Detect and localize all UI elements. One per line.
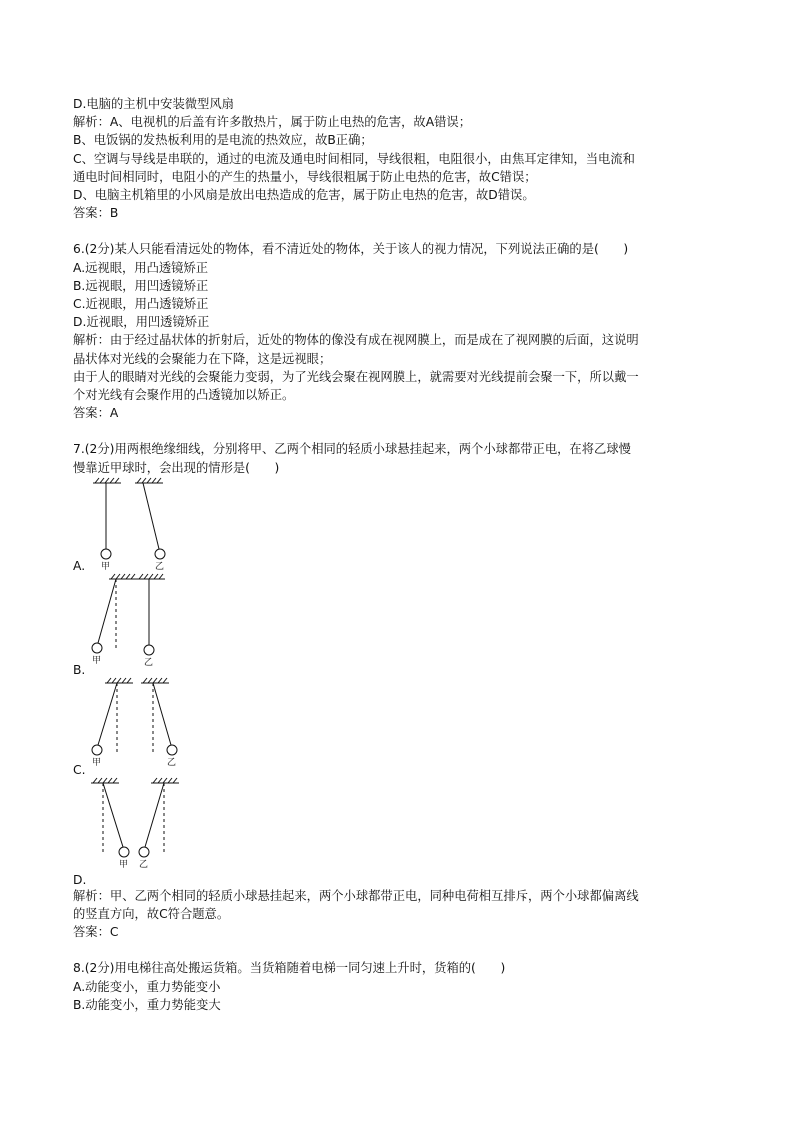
exam-page	[73, 95, 733, 1014]
ball-label-yi: 乙	[139, 859, 149, 870]
pendulum-diagram-d	[87, 777, 207, 877]
ball-label-jia: 甲	[101, 561, 111, 571]
ball-label-yi: 乙	[155, 561, 165, 571]
q7-analysis-line: 解析：甲、乙两个相同的轻质小球悬挂起来，两个小球都带正电，同种电荷相互排斥，两个小球都偏离线	[73, 888, 639, 903]
q7-figure-c	[73, 677, 733, 777]
q5-analysis-line: 通电时间相同时，电阻小的产生的热量小，导线很粗属于防止电热的危害，故C错误；	[73, 169, 537, 184]
q5-answer: 答案：B	[73, 206, 119, 221]
q6-option-b: B.远视眼，用凹透镜矫正	[73, 278, 209, 293]
q6-answer: 答案：A	[73, 406, 119, 421]
spacer	[73, 422, 733, 440]
q8-option-b: B.动能变小，重力势能变大	[73, 997, 221, 1012]
q7-stem-line: 慢靠近甲球时，会出现的情形是( )	[73, 460, 280, 475]
q6-option-c: C.近视眼，用凸透镜矫正	[73, 297, 209, 312]
pendulum-diagram-a	[87, 477, 207, 571]
q6-analysis-line: 晶状体对光线的会聚能力在下降，这是远视眼；	[73, 351, 332, 366]
q5-analysis-line: B、电饭锅的发热板利用的是电流的热效应，故B正确；	[73, 133, 373, 148]
q7-option-b-label: B.	[73, 662, 86, 677]
q7-option-c-label: C.	[73, 762, 86, 777]
ball-label-yi: 乙	[167, 757, 177, 768]
q8-option-a: A.动能变小，重力势能变小	[73, 979, 221, 994]
spacer	[73, 222, 733, 240]
q5-analysis-line: D、电脑主机箱里的小风扇是放出电热造成的危害，属于防止电热的危害，故D错误。	[73, 188, 535, 203]
q7-stem-line: 7.(2分)用两根绝缘细线，分别将甲、乙两个相同的轻质小球悬挂起来，两个小球都带正电，在将乙球慢	[73, 442, 631, 457]
q6-option-a: A.远视眼，用凸透镜矫正	[73, 260, 209, 275]
q6-analysis-line: 解析：由于经过晶状体的折射后，近处的物体的像没有成在视网膜上，而是成在了视网膜的后面，这说明	[73, 333, 639, 348]
q7-option-a-label: A.	[73, 558, 86, 573]
q7-figure-d	[73, 777, 733, 887]
q7-option-d-label: D.	[73, 872, 87, 887]
q7-analysis-line: 的竖直方向，故C符合题意。	[73, 907, 230, 922]
ball-label-jia: 甲	[119, 859, 129, 870]
pendulum-diagram-b	[87, 573, 207, 669]
q5-analysis-line: 解析：A、电视机的后盖有许多散热片，属于防止电热的危害，故A错误；	[73, 115, 472, 130]
q6-analysis-line: 个对光线有会聚作用的凸透镜加以矫正。	[73, 388, 295, 403]
q5-option-d: D.电脑的主机中安装微型风扇	[73, 97, 234, 111]
spacer	[73, 941, 733, 959]
ball-label-jia: 甲	[92, 757, 102, 768]
q8-stem: 8.(2分)用电梯往高处搬运货箱。当货箱随着电梯一同匀速上升时，货箱的( )	[73, 961, 506, 976]
q7-answer: 答案：C	[73, 925, 119, 940]
ball-label-jia: 甲	[92, 655, 102, 666]
q6-analysis-line: 由于人的眼睛对光线的会聚能力变弱，为了光线会聚在视网膜上，就需要对光线提前会聚一下，所以戴一	[73, 369, 639, 384]
q6-stem: 6.(2分)某人只能看清远处的物体，看不清近处的物体，关于该人的视力情况，下列说法正确的是( )	[73, 242, 629, 257]
q7-figure-b	[73, 573, 733, 677]
pendulum-diagram-c	[87, 677, 207, 773]
q5-analysis-line: C、空调与导线是串联的，通过的电流及通电时间相同，导线很粗，电阻很小，由焦耳定律知，当电流和	[73, 151, 635, 166]
ball-label-yi: 乙	[144, 657, 154, 668]
q6-option-d: D.近视眼，用凹透镜矫正	[73, 315, 210, 330]
q7-figure-a	[73, 477, 733, 573]
